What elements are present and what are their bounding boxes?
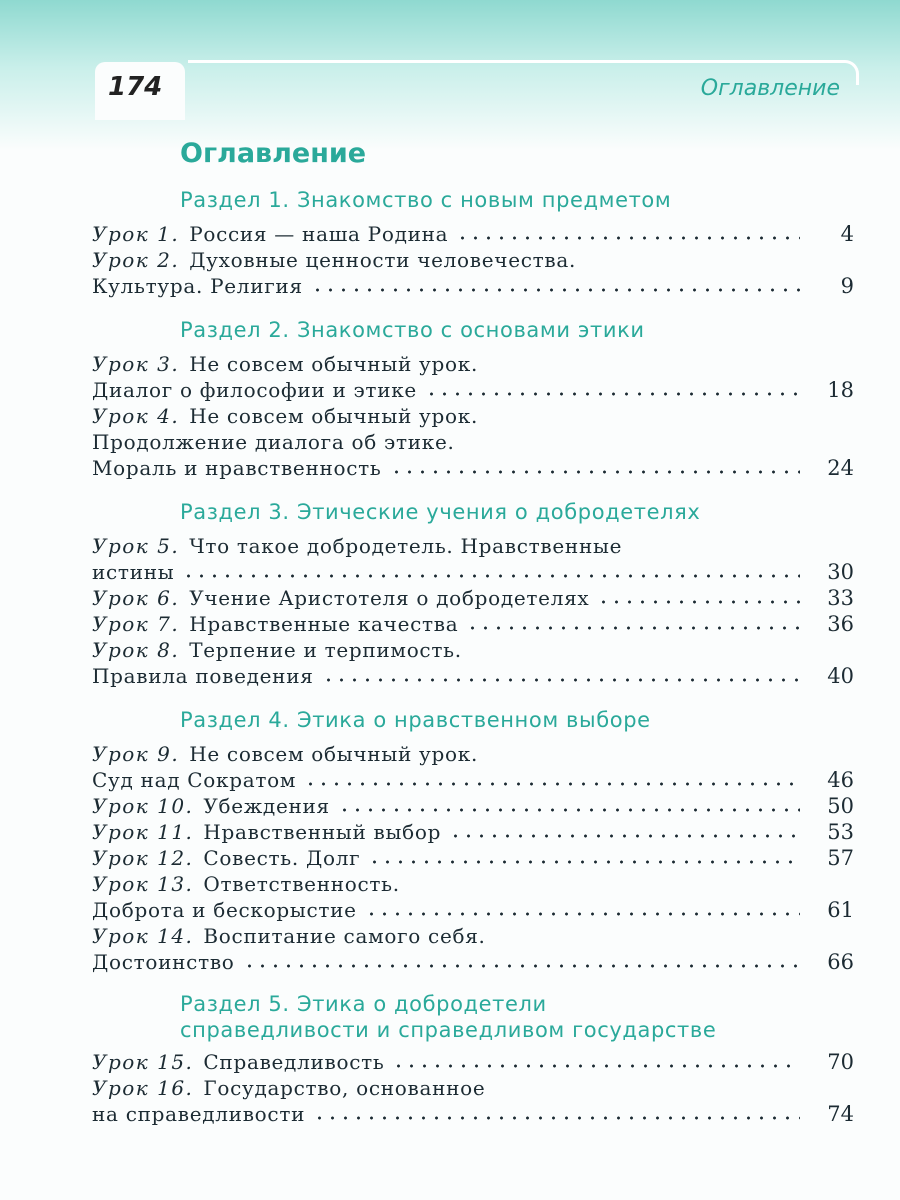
lesson-number: Урок 12. (92, 846, 194, 870)
lesson-title: Не совсем обычный урок. (189, 404, 479, 428)
lesson-title: Что такое добродетель. Нравственные (189, 534, 623, 558)
page-ref: 18 (827, 378, 854, 402)
toc-line (92, 402, 854, 430)
lesson-title: Не совсем обычный урок. (189, 742, 479, 766)
page-ref: 24 (827, 456, 854, 480)
page-ref: 40 (827, 664, 854, 688)
toc-line[interactable] (92, 662, 854, 690)
running-title: Оглавление (700, 76, 840, 101)
toc-line (92, 922, 854, 950)
lesson-title: Достоинство (92, 950, 235, 974)
lesson-title: Государство, основанное (203, 1076, 486, 1100)
lesson-number: Урок 8. (92, 638, 180, 662)
section-heading-5: Раздел 5. Этика о добродетели (180, 992, 547, 1016)
dot-leader (243, 963, 800, 969)
lesson-number: Урок 2. (92, 248, 180, 272)
section-heading-1: Раздел 1. Знакомство с новым предметом (180, 188, 672, 212)
toc-line (92, 740, 854, 768)
dot-leader (425, 391, 800, 397)
lesson-title: Доброта и бескорыстие (92, 898, 357, 922)
toc-line[interactable] (92, 792, 854, 820)
lesson-number: Урок 6. (92, 586, 180, 610)
lesson-title: Нравственные качества (189, 612, 459, 636)
lesson-number: Урок 10. (92, 794, 194, 818)
toc-line[interactable] (92, 1100, 854, 1128)
toc-line[interactable] (92, 610, 854, 638)
toc-line[interactable] (92, 376, 854, 404)
toc-line[interactable] (92, 454, 854, 482)
lesson-title: Правила поведения (92, 664, 314, 688)
toc-line[interactable] (92, 272, 854, 300)
section-heading-3: Раздел 3. Этические учения о добродетелях (180, 500, 701, 524)
page-ref: 74 (827, 1102, 854, 1126)
toc-title: Оглавление (180, 138, 367, 169)
lesson-number: Урок 13. (92, 872, 194, 896)
lesson-title: истины (92, 560, 175, 584)
page-ref: 36 (827, 612, 854, 636)
lesson-title: Учение Аристотеля о добродетелях (189, 586, 590, 610)
dot-leader (466, 625, 800, 631)
lesson-number: Урок 11. (92, 820, 194, 844)
dot-leader (304, 781, 800, 787)
dot-leader (390, 469, 800, 475)
lesson-title: на справедливости (92, 1102, 306, 1126)
page-number: 174 (108, 72, 163, 102)
lesson-number: Урок 14. (92, 924, 194, 948)
lesson-title: Воспитание самого себя. (203, 924, 486, 948)
page-ref: 9 (840, 274, 854, 298)
dot-leader (368, 859, 800, 865)
page-ref: 4 (840, 222, 854, 246)
lesson-number: Урок 4. (92, 404, 180, 428)
toc-line (92, 636, 854, 664)
dot-leader (449, 833, 800, 839)
page-ref: 66 (827, 950, 854, 974)
toc-line (92, 350, 854, 378)
page-ref: 30 (827, 560, 854, 584)
toc-line (92, 246, 854, 274)
page-ref: 61 (827, 898, 854, 922)
page-ref: 33 (827, 586, 854, 610)
dot-leader (313, 1115, 800, 1121)
toc-line[interactable] (92, 558, 854, 586)
lesson-number: Урок 7. (92, 612, 180, 636)
lesson-title: Духовные ценности человечества. (189, 248, 577, 272)
lesson-title: Нравственный выбор (203, 820, 442, 844)
toc-line[interactable] (92, 584, 854, 612)
lesson-title: Диалог о философии и этике (92, 378, 417, 402)
toc-line[interactable] (92, 766, 854, 794)
lesson-title: Россия — наша Родина (189, 222, 449, 246)
dot-leader (311, 287, 800, 293)
page-ref: 70 (827, 1050, 854, 1074)
lesson-title: Справедливость (203, 1050, 385, 1074)
lesson-number: Урок 9. (92, 742, 180, 766)
dot-leader (597, 599, 800, 605)
page-ref: 57 (827, 846, 854, 870)
page-ref: 50 (827, 794, 854, 818)
lesson-title: Убеждения (203, 794, 330, 818)
lesson-number: Урок 16. (92, 1076, 194, 1100)
toc-line[interactable] (92, 948, 854, 976)
section-heading-4: Раздел 4. Этика о нравственном выборе (180, 708, 651, 732)
dot-leader (456, 235, 800, 241)
toc-line (92, 870, 854, 898)
toc-line[interactable] (92, 896, 854, 924)
dot-leader (338, 807, 800, 813)
lesson-number: Урок 3. (92, 352, 180, 376)
toc-line[interactable] (92, 818, 854, 846)
dot-leader (182, 573, 800, 579)
lesson-title: Ответственность. (203, 872, 400, 896)
toc-line (92, 532, 854, 560)
lesson-title: Культура. Религия (92, 274, 303, 298)
lesson-number: Урок 5. (92, 534, 180, 558)
dot-leader (392, 1063, 800, 1069)
dot-leader (365, 911, 800, 917)
section-heading-2: Раздел 2. Знакомство с основами этики (180, 318, 645, 342)
toc-line (92, 428, 854, 456)
lesson-title: Совесть. Долг (203, 846, 361, 870)
lesson-title: Терпение и терпимость. (189, 638, 462, 662)
section-heading-5-cont: справедливости и справедливом государстве (180, 1018, 717, 1042)
page-ref: 46 (827, 768, 854, 792)
lesson-title: Продолжение диалога об этике. (92, 430, 455, 454)
toc-line[interactable] (92, 844, 854, 872)
toc-line[interactable] (92, 220, 854, 248)
lesson-title: Мораль и нравственность (92, 456, 382, 480)
lesson-number: Урок 1. (92, 222, 180, 246)
lesson-title: Не совсем обычный урок. (189, 352, 479, 376)
dot-leader (322, 677, 800, 683)
lesson-title: Суд над Сократом (92, 768, 297, 792)
lesson-number: Урок 15. (92, 1050, 194, 1074)
toc-line[interactable] (92, 1048, 854, 1076)
page-ref: 53 (827, 820, 854, 844)
toc-line (92, 1074, 854, 1102)
